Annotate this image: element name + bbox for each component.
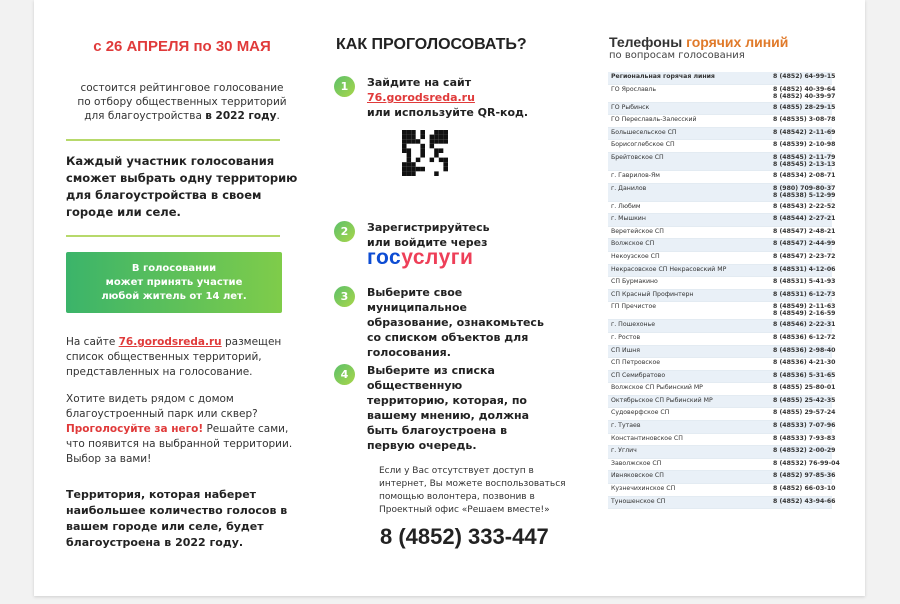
table-row [608,484,836,497]
area-name: Волжское СП [611,240,655,248]
gosuslugi-logo-part-1: гос [367,246,402,269]
hotlines-title-part-1: Телефоны [609,34,687,50]
table-row [608,320,836,333]
table-row [608,434,836,447]
area-phone[interactable]: 8 (48533) 7-07-96 [773,422,836,430]
area-phone[interactable]: 8 (48536) 6-12-72 [773,333,836,341]
table-row [608,103,836,116]
intro-line-3 [66,109,298,123]
area-name: Некрасовское СП Некрасовский МР [611,265,727,273]
table-row [608,202,836,215]
area-name: г. Углич [611,447,637,455]
area-name: г. Данилов [611,184,647,192]
area-name: Брейтовское СП [611,153,664,161]
area-phone[interactable]: 8 (48534) 2-08-71 [773,171,836,179]
table-row [608,153,836,171]
step-4-text: Выберите из списка общественную территорию, которая, по вашему мнению, должна быть благоустроена в первую очередь. [367,364,530,452]
table-row [608,265,836,278]
qr-code-image [402,130,448,176]
step-1-site-link[interactable]: 76.gorodsreda.ru [367,91,475,104]
table-row [608,371,836,384]
divider [66,235,280,237]
voting-dates: с 26 АПРЕЛЯ по 30 МАЯ [93,38,271,55]
divider [66,139,280,141]
table-row [608,85,836,103]
table-row [608,421,836,434]
age-banner-line-2: может принять участие [105,276,243,288]
area-phone[interactable]: 8 (48533) 7-93-83 [773,434,836,442]
intro-year: в 2022 году [205,110,277,122]
area-name: г. Любим [611,202,641,210]
area-name: Константиновское СП [611,434,683,442]
area-phone[interactable]: 8 (4852) 97-85-36 [773,472,836,480]
area-phone[interactable]: 8 (48532) 2-00-29 [773,447,836,455]
area-phone[interactable]: 8 (48549) 2-11-63 8 (48549) 2-16-59 [773,303,836,318]
site-suffix: размещен список общественных территорий, представленных на голосование. [66,336,282,378]
area-phone[interactable]: 8 (48539) 2-10-98 [773,141,836,149]
area-name: ГО Рыбинск [611,103,650,111]
hotlines-title-part-2: горячих линий [686,34,789,50]
area-name: Волжское СП Рыбинский МР [611,384,703,392]
area-name: СП Бурмакино [611,278,658,286]
step-3-text: Выберите свое муниципальное образование, ознакомьтесь со списком объектов для голосования. [367,286,544,359]
area-name: Некоузское СП [611,252,660,260]
area-phone[interactable]: 8 (4855) 29-57-24 [773,409,836,417]
table-row [608,115,836,128]
area-phone[interactable]: 8 (4855) 25-42-35 [773,396,836,404]
area-name: ГО Ярославль [611,85,657,93]
area-phone[interactable]: 8 (48543) 2-22-52 [773,202,836,210]
table-row [608,346,836,359]
age-banner-line-1: В голосовании [131,262,217,274]
table-row [608,72,836,85]
hotlines-title [609,34,840,50]
table-row [608,252,836,265]
area-name: г. Мышкин [611,215,646,223]
vote-call: Проголосуйте за него! [66,423,204,435]
gosuslugi-logo-part-2: услуги [401,246,474,269]
right-column [608,30,840,570]
area-phone[interactable]: 8 (4855) 28-29-15 [773,103,836,111]
step-4-number: 4 [334,364,355,385]
site-prefix: На сайте [66,336,119,348]
area-phone[interactable]: 8 (48547) 2-23-72 [773,252,836,260]
table-row [608,128,836,141]
table-row [608,214,836,227]
question-text-2: Решайте сами, что появится на выбранной территории. Выбор за вами! [66,423,293,465]
table-row [608,227,836,240]
question-paragraph [66,392,298,467]
table-row [608,239,836,252]
leaflet-sheet [34,0,865,596]
step-3-number: 3 [334,286,355,307]
intro-end: . [276,110,280,122]
gosuslugi-logo [367,246,567,269]
project-office-phone: 8 (4852) 333-447 [380,524,549,549]
table-row [608,471,836,484]
area-phone[interactable]: 8 (48536) 5-31-65 [773,371,836,379]
left-column [66,30,298,551]
area-name: Большесельское СП [611,128,677,136]
area-phone[interactable]: 8 (48536) 2-98-40 [773,346,836,354]
area-name: Заволжское СП [611,459,662,467]
area-phone[interactable]: 8 (48531) 6-12-73 [773,290,836,298]
area-name: ГП Пречистое [611,303,657,311]
intro-line-1: состоится рейтинговое голосование [80,82,284,94]
area-phone[interactable]: 8 (48544) 2-27-21 [773,215,836,223]
area-name: г. Тутаев [611,422,641,430]
intro-text [66,81,298,123]
table-row [608,408,836,421]
table-row [608,396,836,409]
area-name: г. Ростов [611,333,641,341]
area-name: Кузнечихинское СП [611,485,676,493]
volunteer-note: Если у Вас отсутствует доступ в интернет, Вы можете воспользоваться помощью волонтера, позвонив в Проектный офис «Решаем вместе!» [379,466,566,515]
area-phone[interactable]: 8 (48542) 2-11-69 [773,128,836,136]
how-to-vote-title: КАК ПРОГОЛОСОВАТЬ? [336,36,527,53]
table-row [608,497,836,510]
area-phone[interactable]: 8 (4855) 25-80-01 [773,384,836,392]
table-row [608,446,836,459]
area-phone[interactable]: 8 (4852) 66-03-10 [773,485,836,493]
area-name: СП Петровское [611,359,661,367]
step-1-text [367,75,567,120]
table-row [608,383,836,396]
table-row [608,358,836,371]
age-banner [66,252,282,313]
table-row [608,277,836,290]
area-name: Туношенское СП [611,497,666,505]
area-phone[interactable]: 8 (48532) 76-99-04 [773,459,840,467]
area-phone[interactable]: 8 (48547) 2-48-21 [773,227,836,235]
middle-column [334,30,569,570]
intro-line-2: по отбору общественных территорий [77,96,287,108]
area-phone[interactable]: 8 (48535) 3-08-78 [773,116,836,124]
area-name: г. Гаврилов-Ям [611,171,660,179]
area-name: СП Красный Профинтерн [611,290,694,298]
area-phone[interactable]: 8 (48545) 2-11-79 8 (48545) 2-13-13 [773,153,836,168]
area-name: Ивняковское СП [611,472,664,480]
step-2-number: 2 [334,221,355,242]
area-phone[interactable]: 8 (4852) 43-94-66 [773,497,836,505]
step-1-line-3: или используйте QR-код. [367,106,529,119]
table-row [608,333,836,346]
question-text: Хотите видеть рядом с домом благоустроенный парк или сквер? [66,393,258,420]
area-name: Октябрьское СП Рыбинский МР [611,396,713,404]
area-phone[interactable]: 8 (48546) 2-22-31 [773,321,836,329]
step-2-line-1: Зарегистрируйтесь [367,221,490,234]
step-1-number: 1 [334,76,355,97]
step-1-line-1: Зайдите на сайт [367,76,472,89]
intro-line-3-text: для благоустройства [84,110,202,122]
table-row [608,171,836,184]
area-phone[interactable]: 8 (48547) 2-44-99 [773,240,836,248]
table-row [608,302,836,320]
table-row [608,459,840,472]
table-row [608,140,836,153]
area-name: СП Семибратово [611,371,666,379]
area-name: СП Ишня [611,346,640,354]
site-link[interactable]: 76.gorodsreda.ru [118,336,222,348]
area-phone[interactable]: 8 (48536) 4-21-30 [773,359,836,367]
final-paragraph: Территория, которая наберет наибольшее количество голосов в вашем городе или селе, будет благоустроена в 2022 году. [66,488,288,549]
step-2-line-2: или войдите через [367,236,488,249]
area-name: Судоверфское СП [611,409,670,417]
site-paragraph [66,335,298,380]
table-row [608,184,836,202]
table-row [608,290,836,303]
area-name: ГО Переславль-Залесский [611,116,697,124]
area-name: Борисоглебское СП [611,141,675,149]
area-name: Региональная горячая линия [611,73,715,80]
participant-paragraph: Каждый участник голосования сможет выбрать одну территорию для благоустройства в своем городе или селе. [66,154,298,219]
step-2-text [367,220,567,269]
hotlines-subtitle: по вопросам голосования [609,50,745,61]
hotlines-table [608,72,840,509]
area-phone[interactable]: 8 (48531) 4-12-06 [773,265,836,273]
area-phone[interactable]: 8 (4852) 40-39-64 8 (4852) 40-39-97 [773,85,836,100]
area-name: г. Пошехонье [611,321,656,329]
area-phone[interactable]: 8 (980) 709-80-37 8 (48538) 5-12-99 [773,184,836,199]
area-name: Веретейское СП [611,227,664,235]
age-banner-line-3: любой житель от 14 лет. [101,290,247,302]
area-phone[interactable]: 8 (4852) 64-99-15 [773,73,836,80]
area-phone[interactable]: 8 (48531) 5-41-93 [773,278,836,286]
